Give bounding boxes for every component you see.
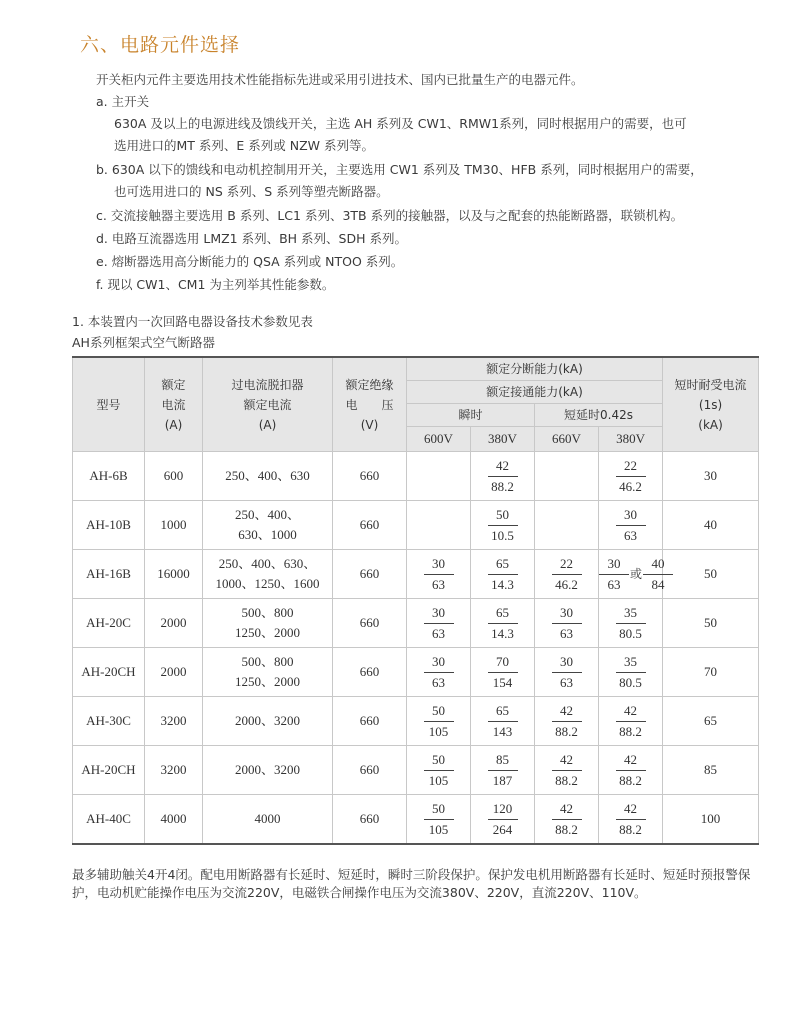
trip-current-line: 250、400、630、 [218, 556, 317, 571]
s380-cell [599, 746, 663, 795]
insulation-voltage-cell: 660 [333, 501, 407, 550]
breaker-spec-table [72, 356, 759, 845]
fraction-denominator: 105 [428, 772, 449, 788]
trip-current-cell [203, 697, 333, 746]
fraction-value [616, 751, 646, 790]
header-line: 电流 [161, 397, 186, 412]
fraction-numerator: 42 [616, 751, 646, 771]
header-line: (kA) [698, 417, 723, 432]
fraction-value [616, 604, 646, 643]
trip-current-line: 2000、3200 [234, 713, 300, 728]
fraction-numerator: 30 [599, 555, 629, 575]
item-a-label: a. 主开关 [96, 94, 150, 109]
table-row [73, 795, 759, 845]
s660-cell [535, 599, 599, 648]
or-label: 或 [630, 567, 643, 581]
section-title: 1. 本装置内一次回路电器设备技术参数见表 [72, 314, 313, 329]
fraction-value [488, 555, 518, 594]
table-row [73, 501, 759, 550]
rated-current-cell: 3200 [145, 746, 203, 795]
fraction-numerator: 70 [488, 653, 518, 673]
insulation-voltage-cell: 660 [333, 795, 407, 845]
rated-current-cell: 2000 [145, 648, 203, 697]
trip-current-line: 630、1000 [238, 527, 297, 542]
table-row [73, 697, 759, 746]
fraction-value [552, 751, 582, 790]
fraction-value [552, 604, 582, 643]
withstand-current-cell: 50 [663, 550, 759, 599]
rated-current-cell: 3200 [145, 697, 203, 746]
fraction-value [552, 702, 582, 741]
fraction-numerator: 30 [552, 604, 582, 624]
fraction-numerator: 42 [616, 800, 646, 820]
fraction-denominator: 88.2 [619, 772, 642, 788]
fraction-numerator: 22 [552, 555, 582, 575]
i600-cell [407, 550, 471, 599]
rated-current-cell: 4000 [145, 795, 203, 845]
s660-cell [535, 795, 599, 845]
header-rated-current [145, 357, 203, 452]
i380-cell [471, 550, 535, 599]
s660-cell [535, 452, 599, 501]
insulation-voltage-cell: 660 [333, 550, 407, 599]
i600-cell [407, 501, 471, 550]
fraction-value [424, 702, 454, 741]
fraction-value [599, 555, 629, 594]
fraction-numerator: 65 [488, 604, 518, 624]
s380-cell [599, 452, 663, 501]
header-line: (A) [164, 417, 183, 432]
insulation-voltage-cell: 660 [333, 697, 407, 746]
table-row [73, 550, 759, 599]
trip-current-cell [203, 452, 333, 501]
s380-cell [599, 648, 663, 697]
header-line: 过电流脱扣器 [231, 377, 304, 392]
fraction-value [616, 702, 646, 741]
fraction-numerator: 30 [424, 555, 454, 575]
fraction-numerator: 42 [488, 457, 518, 477]
i600-cell [407, 599, 471, 648]
s660-cell [535, 746, 599, 795]
fraction-denominator: 10.5 [491, 527, 514, 543]
fraction-denominator: 88.2 [555, 723, 578, 739]
fraction-value [643, 555, 673, 594]
i380-cell [471, 452, 535, 501]
table-row [73, 599, 759, 648]
trip-current-line: 500、800 [241, 654, 294, 669]
withstand-current-cell: 50 [663, 599, 759, 648]
i600-cell [407, 795, 471, 845]
rated-current-cell: 2000 [145, 599, 203, 648]
fraction-numerator: 30 [552, 653, 582, 673]
item-b-line1: b. 630A 以下的馈线和电动机控制用开关，主要选用 CW1 系列及 TM30、HFB 系列，同时根据用户的需要， [96, 162, 703, 177]
fraction-denominator: 63 [432, 625, 445, 641]
table-row [73, 452, 759, 501]
fraction-denominator: 14.3 [491, 625, 514, 641]
rated-current-cell: 600 [145, 452, 203, 501]
fraction-numerator: 50 [424, 800, 454, 820]
fraction-denominator: 63 [607, 576, 621, 592]
withstand-current-cell: 85 [663, 746, 759, 795]
trip-current-line: 500、800 [241, 605, 294, 620]
model-cell: AH-6B [73, 452, 145, 501]
trip-current-cell [203, 550, 333, 599]
item-f: f. 现以 CW1、CM1 为主列举其性能参数。 [96, 277, 335, 292]
fraction-denominator: 88.2 [555, 772, 578, 788]
withstand-current-cell: 100 [663, 795, 759, 845]
i380-cell [471, 697, 535, 746]
header-line: 短时耐受电流 [674, 377, 747, 392]
header-line: 额定绝缘 [345, 377, 394, 392]
fraction-denominator: 46.2 [619, 478, 642, 494]
rated-current-cell: 16000 [145, 550, 203, 599]
fraction-denominator: 63 [432, 674, 445, 690]
model-cell: AH-30C [73, 697, 145, 746]
intro-paragraph: 开关柜内元件主要选用技术性能指标先进或采用引进技术、国内已批量生产的电器元件。 [96, 72, 584, 87]
fraction-value [424, 653, 454, 692]
fraction-numerator: 42 [616, 702, 646, 722]
header-breaking-capacity: 额定分断能力(kA) [407, 357, 663, 381]
fraction-denominator: 154 [492, 674, 513, 690]
fraction-value [488, 702, 518, 741]
s660-cell [535, 501, 599, 550]
table-row [73, 746, 759, 795]
model-cell: AH-20C [73, 599, 145, 648]
model-cell: AH-20CH [73, 648, 145, 697]
fraction-denominator: 88.2 [491, 478, 514, 494]
fraction-denominator: 80.5 [619, 674, 642, 690]
withstand-current-cell: 30 [663, 452, 759, 501]
s380-cell [599, 795, 663, 845]
fraction-denominator: 143 [492, 723, 513, 739]
withstand-current-cell: 70 [663, 648, 759, 697]
header-making-capacity: 额定接通能力(kA) [407, 381, 663, 404]
fraction-numerator: 50 [424, 751, 454, 771]
withstand-current-cell: 40 [663, 501, 759, 550]
header-instant: 瞬时 [407, 404, 535, 427]
trip-current-line: 250、400、630 [225, 468, 310, 483]
fraction-numerator: 42 [552, 751, 582, 771]
model-cell: AH-10B [73, 501, 145, 550]
fraction-value [552, 555, 582, 594]
withstand-current-cell: 65 [663, 697, 759, 746]
trip-current-line: 1250、2000 [234, 625, 300, 640]
insulation-voltage-cell: 660 [333, 648, 407, 697]
header-insulation-voltage [333, 357, 407, 452]
fraction-denominator: 46.2 [555, 576, 578, 592]
fraction-value [424, 555, 454, 594]
fraction-denominator: 105 [428, 723, 449, 739]
fraction-denominator: 80.5 [619, 625, 642, 641]
model-cell: AH-20CH [73, 746, 145, 795]
table-title: AH系列框架式空气断路器 [72, 335, 215, 350]
s380-cell [599, 697, 663, 746]
fraction-numerator: 40 [643, 555, 673, 575]
fraction-numerator: 30 [616, 506, 646, 526]
fraction-numerator: 65 [488, 555, 518, 575]
fraction-value [616, 506, 646, 545]
header-line: (V) [360, 417, 379, 432]
i600-cell [407, 452, 471, 501]
fraction-numerator: 65 [488, 702, 518, 722]
trip-current-cell [203, 599, 333, 648]
fraction-denominator: 88.2 [619, 723, 642, 739]
item-a-line1: 630A 及以上的电源进线及馈线开关，主选 AH 系列及 CW1、RMW1系列，同时根据用户的需要，也可 [114, 116, 687, 131]
fraction-value [488, 653, 518, 692]
i380-cell [471, 599, 535, 648]
fraction-value [488, 506, 518, 545]
i600-cell [407, 746, 471, 795]
fraction-denominator: 63 [560, 625, 573, 641]
trip-current-line: 1000、1250、1600 [215, 576, 320, 591]
model-cell: AH-16B [73, 550, 145, 599]
item-b-line2: 也可选用进口的 NS 系列、S 系列等塑壳断路器。 [114, 184, 389, 199]
fraction-value [552, 800, 582, 839]
footer-note: 最多辅助触关4开4闭。配电用断路器有长延时、短延时，瞬时三阶段保护。保护发电机用断路器有长延时、短延时预报警保护，电动机贮能操作电压为交流220V，电磁铁合闸操作电压为交流380V、220V，直流220V、110V。 [72, 867, 751, 900]
s660-cell [535, 550, 599, 599]
i380-cell [471, 795, 535, 845]
trip-current-line: 4000 [254, 811, 281, 826]
fraction-numerator: 50 [488, 506, 518, 526]
fraction-denominator: 264 [492, 821, 513, 837]
fraction-value [488, 800, 518, 839]
i380-cell [471, 746, 535, 795]
rated-current-cell: 1000 [145, 501, 203, 550]
trip-current-cell [203, 648, 333, 697]
header-380v-instant: 380V [471, 427, 535, 452]
fraction-value [424, 800, 454, 839]
fraction-numerator: 35 [616, 653, 646, 673]
fraction-denominator: 88.2 [555, 821, 578, 837]
header-line: 额定 [161, 377, 186, 392]
s660-cell [535, 697, 599, 746]
fraction-numerator: 22 [616, 457, 646, 477]
fraction-numerator: 42 [552, 800, 582, 820]
item-e: e. 熔断器选用高分断能力的 QSA 系列或 NTOO 系列。 [96, 254, 404, 269]
trip-current-cell [203, 501, 333, 550]
fraction-value [488, 751, 518, 790]
fraction-denominator: 14.3 [491, 576, 514, 592]
fraction-value [424, 751, 454, 790]
header-line: 电 压 [345, 397, 394, 412]
fraction-numerator: 35 [616, 604, 646, 624]
header-380v-delay: 380V [599, 427, 663, 452]
i600-cell [407, 697, 471, 746]
s660-cell [535, 648, 599, 697]
section-heading: 六、电路元件选择 [80, 34, 241, 56]
fraction-denominator: 63 [432, 576, 445, 592]
fraction-value [616, 653, 646, 692]
item-c: c. 交流接触器主要选用 B 系列、LC1 系列、3TB 系列的接触器，以及与之配套的热能断路器，联锁机构。 [96, 208, 684, 223]
i380-cell [471, 648, 535, 697]
fraction-numerator: 30 [424, 604, 454, 624]
s380-cell [599, 550, 663, 599]
item-d: d. 电路互流器选用 LMZ1 系列、BH 系列、SDH 系列。 [96, 231, 407, 246]
header-660v: 660V [535, 427, 599, 452]
fraction-value [424, 604, 454, 643]
trip-current-line: 1250、2000 [234, 674, 300, 689]
fraction-value [552, 653, 582, 692]
fraction-value [488, 604, 518, 643]
header-line: (1s) [698, 397, 723, 412]
fraction-numerator: 85 [488, 751, 518, 771]
fraction-denominator: 63 [560, 674, 573, 690]
header-line: 额定电流 [243, 397, 292, 412]
table-row [73, 648, 759, 697]
fraction-numerator: 50 [424, 702, 454, 722]
fraction-denominator: 63 [624, 527, 638, 543]
fraction-denominator: 105 [428, 821, 449, 837]
model-cell: AH-40C [73, 795, 145, 845]
fraction-denominator: 88.2 [619, 821, 642, 837]
fraction-value [616, 457, 646, 496]
header-short-time-withstand [663, 357, 759, 452]
s380-cell [599, 599, 663, 648]
trip-current-line: 250、400、 [234, 507, 300, 522]
fraction-denominator: 84 [651, 576, 665, 592]
header-600v: 600V [407, 427, 471, 452]
header-short-delay: 短延时0.42s [535, 404, 663, 427]
s380-cell [599, 501, 663, 550]
insulation-voltage-cell: 660 [333, 746, 407, 795]
trip-current-cell [203, 795, 333, 845]
i380-cell [471, 501, 535, 550]
fraction-numerator: 42 [552, 702, 582, 722]
fraction-value [616, 800, 646, 839]
insulation-voltage-cell: 660 [333, 452, 407, 501]
i600-cell [407, 648, 471, 697]
fraction-numerator: 30 [424, 653, 454, 673]
fraction-numerator: 120 [488, 800, 518, 820]
item-a-line2: 选用进口的MT 系列、E 系列或 NZW 系列等。 [114, 138, 374, 153]
fraction-value [488, 457, 518, 496]
header-model: 型号 [73, 357, 145, 452]
trip-current-cell [203, 746, 333, 795]
fraction-denominator: 187 [492, 772, 513, 788]
header-trip-current [203, 357, 333, 452]
insulation-voltage-cell: 660 [333, 599, 407, 648]
header-line: (A) [258, 417, 277, 432]
trip-current-line: 2000、3200 [234, 762, 300, 777]
